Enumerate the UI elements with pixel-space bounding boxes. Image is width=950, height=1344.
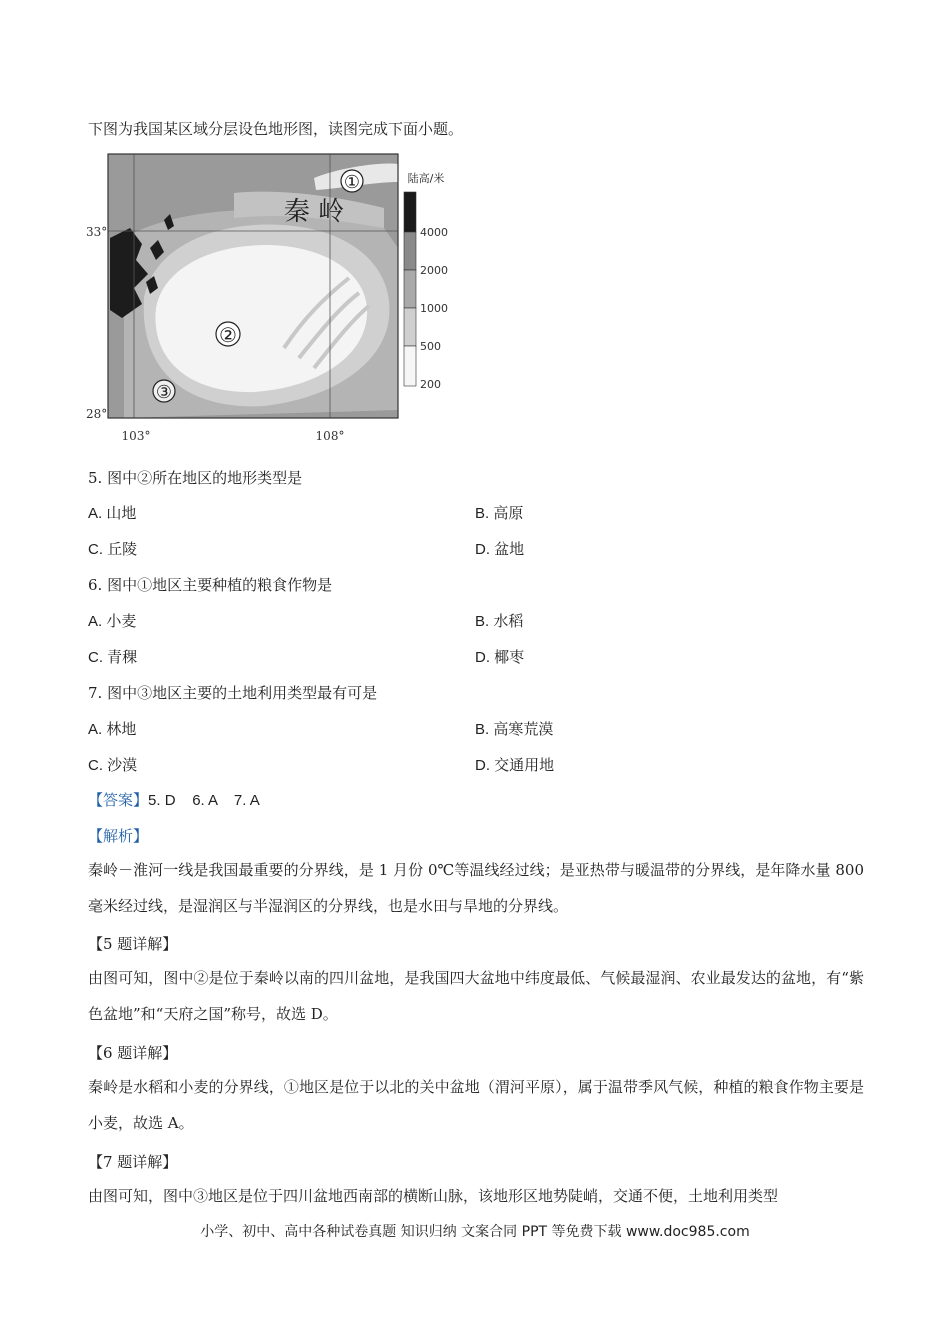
- place-name-qinling: 秦 岭: [283, 197, 345, 227]
- page-footer: 小学、初中、高中各种试卷真题 知识归纳 文案合同 PPT 等免费下载 www.doc985.com: [200, 1224, 750, 1240]
- question-6-stem: 6. 图中①地区主要种植的粮食作物是: [88, 576, 333, 594]
- topographic-map: [84, 148, 464, 448]
- q7-option-c: C. 沙漠: [88, 757, 138, 774]
- legend-value-200: 200: [420, 378, 441, 391]
- legend-value-1000: 1000: [420, 302, 448, 315]
- q6-option-c: C. 青稞: [88, 649, 138, 666]
- q5-option-b: B. 高原: [475, 505, 524, 522]
- detail-7-tag: 【7 题详解】: [88, 1153, 178, 1171]
- label-2: ②: [219, 323, 237, 347]
- q7-option-a: A. 林地: [88, 721, 137, 738]
- lon-108: 108°: [315, 429, 345, 443]
- detail-6-tag: 【6 题详解】: [88, 1044, 178, 1062]
- q5-option-a: A. 山地: [88, 505, 137, 522]
- lat-33: 33°: [86, 225, 108, 239]
- q6-option-a: A. 小麦: [88, 613, 137, 630]
- q5-option-c: C. 丘陵: [88, 541, 138, 558]
- q6-option-b: B. 水稻: [475, 613, 524, 630]
- label-1: ①: [343, 172, 361, 193]
- lon-103: 103°: [121, 429, 151, 443]
- detail-5-text: 由图可知，图中②是位于秦岭以南的四川盆地，是我国四大盆地中纬度最低、气候最湿润、农业最发达的盆地，有“紫色盆地”和“天府之国”称号，故选 D。: [88, 969, 864, 1023]
- question-intro: 下图为我国某区域分层设色地形图，读图完成下面小题。: [88, 120, 464, 138]
- analysis-tag: 【解析】: [88, 827, 149, 845]
- legend-scale: [404, 192, 416, 386]
- detail-7-text: 由图可知，图中③地区是位于四川盆地西南部的横断山脉，该地形区地势陡峭，交通不便，土地利用类型: [88, 1187, 779, 1205]
- legend-value-500: 500: [420, 340, 441, 353]
- answer-line: [88, 789, 260, 810]
- legend-title: 陆高/米: [407, 172, 445, 185]
- q7-option-d: D. 交通用地: [475, 757, 555, 774]
- answer-text: 5. D 6. A 7. A: [148, 792, 260, 809]
- label-3: ③: [155, 382, 173, 403]
- q6-option-d: D. 椰枣: [475, 649, 525, 666]
- analysis-text: 秦岭－淮河一线是我国最重要的分界线，是 1 月份 0℃等温线经过线；是亚热带与暖温带的分界线，是年降水量 800 毫米经过线，是湿润区与半湿润区的分界线，也是水田与旱地的分界线。: [88, 861, 864, 915]
- legend-value-4000: 4000: [420, 226, 448, 239]
- lat-28: 28°: [86, 407, 108, 421]
- q7-option-b: B. 高寒荒漠: [475, 721, 554, 738]
- answer-tag: 【答案】: [88, 791, 149, 809]
- detail-6-text: 秦岭是水稻和小麦的分界线，①地区是位于以北的关中盆地（渭河平原），属于温带季风气候，种植的粮食作物主要是小麦，故选 A。: [88, 1078, 864, 1132]
- question-5-stem: 5. 图中②所在地区的地形类型是: [88, 469, 303, 487]
- question-7-stem: 7. 图中③地区主要的土地利用类型最有可是: [88, 684, 378, 702]
- legend-value-2000: 2000: [420, 264, 448, 277]
- q5-option-d: D. 盆地: [475, 541, 525, 558]
- detail-5-tag: 【5 题详解】: [88, 935, 178, 953]
